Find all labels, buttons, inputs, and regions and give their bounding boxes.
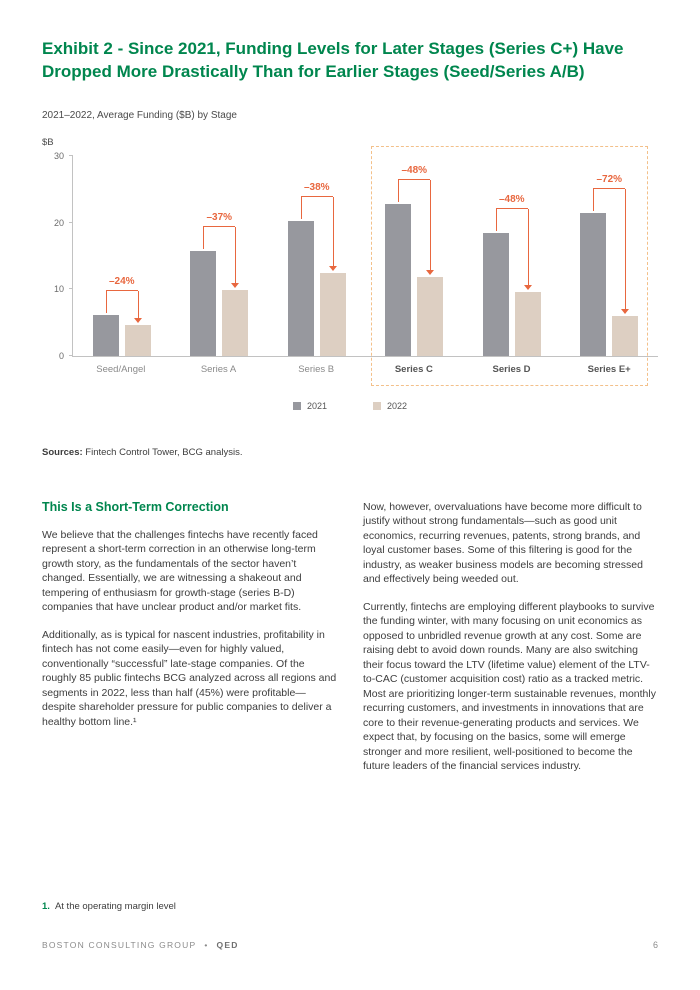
right-column — [363, 500, 658, 787]
bar-pair — [190, 251, 248, 356]
change-annotation-line — [398, 180, 399, 202]
change-label: –72% — [596, 174, 623, 186]
change-label: –48% — [498, 193, 525, 205]
left-column — [42, 500, 337, 787]
category-label: Series C — [394, 363, 433, 375]
bar-2021 — [190, 251, 216, 356]
change-annotation-line — [203, 227, 204, 249]
bar-group — [73, 156, 171, 356]
bar-pair — [580, 213, 638, 356]
y-tick-label: 10 — [53, 284, 64, 295]
sources-line — [42, 447, 658, 458]
change-annotation-line — [430, 180, 431, 270]
page-footer — [42, 940, 658, 950]
bar-2022 — [222, 290, 248, 356]
section-heading: This Is a Short-Term Correction — [42, 499, 229, 514]
body-columns — [42, 500, 658, 787]
change-annotation-line — [203, 226, 235, 227]
bar-group — [561, 156, 659, 356]
legend-label: 2021 — [306, 400, 327, 411]
bar-pair — [93, 315, 151, 356]
change-label: –37% — [206, 212, 233, 224]
legend-label: 2022 — [387, 400, 408, 411]
legend-item — [293, 401, 327, 411]
legend-swatch-icon — [293, 402, 301, 410]
chart-groups — [73, 156, 658, 356]
down-arrow-icon — [231, 283, 239, 288]
y-tick-label: 30 — [53, 150, 64, 161]
down-arrow-icon — [621, 309, 629, 314]
category-label: Seed/Angel — [96, 363, 146, 375]
bar-2021 — [385, 204, 411, 356]
paragraph: Currently, fintechs are employing different playbooks to survive the funding winter, with many focusing on unit economics as opposed to unbridled revenue growth at any cost. Some are raising debt to avoid down rounds. Many are also switching their focus toward the LTV (lifetime value) element of the LTV-to-CAC (customer acquisition cost) ratio as a tracked metric. Most are prioritizing longer-term sustainable revenues, monthly recurring customers, and investments in innovations that are core to their revenue-generating products and services. We expect that, by focusing on the basics, some will emerge stronger and more resilient, well-positioned to become the future leaders of the financial services industry. — [363, 600, 656, 773]
chart-plot — [72, 156, 658, 357]
bar-pair — [483, 233, 541, 356]
change-annotation-line — [301, 196, 333, 197]
paragraph: We believe that the challenges fintechs have recently faced represent a short-term correction in an otherwise long-term growth story, as the fundamentals of the sector haven’t changed. Essentially, we are witnessing a shakeout and tempering of enthusiasm for growth-stage (series B-D) companies that have unclear product and/or market fits. — [42, 528, 318, 614]
exhibit-title: Exhibit 2 - Since 2021, Funding Levels for Later Stages (Series C+) Have Dropped More Drastically Than for Earlier Stages (Seed/Series A/B) — [42, 39, 624, 81]
change-label: –38% — [303, 182, 330, 194]
bar-group — [268, 156, 366, 356]
footnote-marker: 1. — [42, 901, 50, 912]
category-label: Series B — [298, 363, 335, 375]
sources-text: Fintech Control Tower, BCG analysis. — [85, 446, 243, 458]
bar-2021 — [483, 233, 509, 356]
y-tick-label: 20 — [53, 217, 64, 228]
bar-pair — [288, 221, 346, 356]
bar-2022 — [320, 273, 346, 356]
footnote-text: At the operating margin level — [54, 901, 176, 912]
change-annotation-line — [593, 188, 625, 189]
change-annotation-line — [106, 290, 138, 291]
footer-partner-logo: QED — [216, 940, 239, 950]
funding-bar-chart — [42, 137, 658, 411]
y-tick-mark — [69, 222, 73, 223]
category-label: Series E+ — [587, 363, 631, 375]
change-label: –24% — [108, 276, 135, 288]
chart-y-axis — [42, 150, 72, 361]
paragraph: Additionally, as is typical for nascent industries, profitability in fintech has not come easily—even for highly valued, conventionally “successful” late-stage companies. Of the roughly 85 public fintechs BCG analyzed across all regions and segments in 2022, less than half (45%) were profitable—despite shareholder pressure for public companies to deliver a healthy bottom line.¹ — [42, 628, 337, 728]
change-annotation-line — [496, 208, 528, 209]
y-tick-mark — [69, 288, 73, 289]
change-annotation-line — [528, 209, 529, 285]
chart-plot-row — [42, 150, 658, 361]
chart-legend — [42, 401, 658, 411]
bar-2022 — [125, 325, 151, 356]
bar-group — [171, 156, 269, 356]
bar-2022 — [612, 316, 638, 356]
change-annotation-line — [235, 227, 236, 283]
footer-separator-icon: • — [204, 940, 209, 950]
bar-2021 — [93, 315, 119, 356]
chart-subtitle: 2021–2022, Average Funding ($B) by Stage — [42, 109, 237, 121]
chart-category-labels — [72, 364, 658, 375]
bar-group — [463, 156, 561, 356]
change-annotation-line — [496, 209, 497, 231]
footnote — [42, 901, 176, 912]
down-arrow-icon — [524, 285, 532, 290]
bar-pair — [385, 204, 443, 356]
legend-item — [373, 401, 407, 411]
bar-2022 — [417, 277, 443, 356]
bar-2021 — [580, 213, 606, 356]
category-label: Series A — [200, 363, 237, 375]
down-arrow-icon — [426, 270, 434, 275]
footer-company: BOSTON CONSULTING GROUP — [42, 940, 197, 950]
y-tick-mark — [69, 155, 73, 156]
change-annotation-line — [106, 291, 107, 313]
sources-label: Sources: — [42, 446, 83, 458]
footer-brand — [42, 940, 239, 950]
down-arrow-icon — [134, 318, 142, 323]
y-tick-label: 0 — [58, 350, 64, 361]
y-axis-unit-label: $B — [42, 136, 54, 148]
paragraph: Now, however, overvaluations have become more difficult to justify without strong fundamentals—such as good unit economics, recurring revenues, patents, strong brands, and loyal customer bases. Some of this filtering is good for the industry, as weaker business models are becoming stressed and effectively being weeded out. — [363, 500, 643, 586]
bar-2022 — [515, 292, 541, 356]
change-annotation-line — [301, 197, 302, 219]
change-annotation-line — [138, 291, 139, 318]
change-annotation-line — [333, 197, 334, 265]
page-number: 6 — [652, 940, 658, 950]
change-annotation-line — [625, 189, 626, 309]
change-annotation-line — [398, 179, 430, 180]
y-tick-mark — [69, 355, 73, 356]
bar-2021 — [288, 221, 314, 356]
bar-group — [366, 156, 464, 356]
change-label: –48% — [401, 164, 428, 176]
category-label: Series D — [492, 363, 531, 375]
legend-swatch-icon — [373, 402, 381, 410]
change-annotation-line — [593, 189, 594, 211]
down-arrow-icon — [329, 266, 337, 271]
